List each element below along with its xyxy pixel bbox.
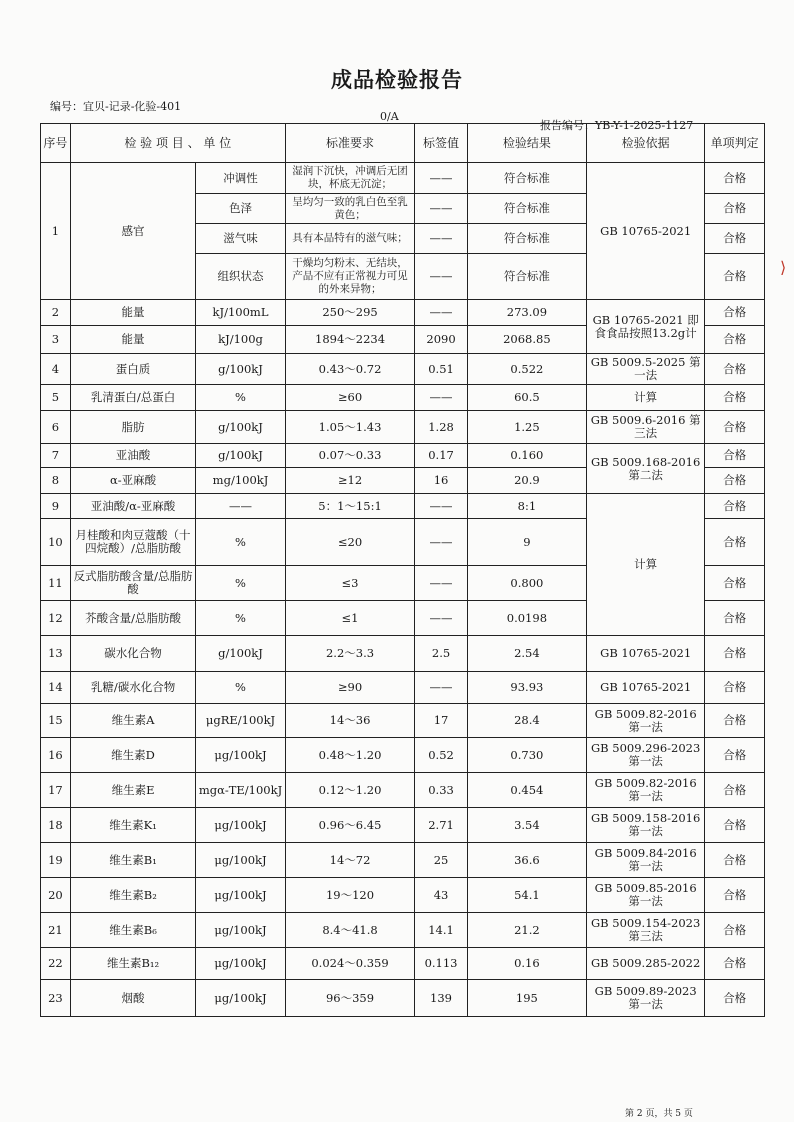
verdict: 合格 xyxy=(705,444,765,468)
unit: g/100kJ xyxy=(196,444,285,468)
item-name: 能量 xyxy=(70,326,195,354)
unit: μg/100kJ xyxy=(196,980,285,1017)
unit: g/100kJ xyxy=(196,354,285,385)
item-name: α-亚麻酸 xyxy=(70,468,195,494)
basis: GB 5009.285-2022 xyxy=(587,948,705,980)
basis: GB 5009.84-2016 第一法 xyxy=(587,843,705,878)
requirement: 14～36 xyxy=(285,704,415,738)
basis: GB 5009.296-2023 第一法 xyxy=(587,738,705,773)
item-name: 维生素B₂ xyxy=(70,878,195,913)
table-row xyxy=(41,980,765,1017)
basis: GB 10765-2021 xyxy=(587,672,705,704)
row-number: 13 xyxy=(41,636,71,672)
requirement: 8.4～41.8 xyxy=(285,913,415,948)
header-no: 序号 xyxy=(41,124,71,163)
unit: mgα-TE/100kJ xyxy=(196,773,285,808)
result: 0.522 xyxy=(467,354,586,385)
label-value: —— xyxy=(415,224,467,254)
label-value: —— xyxy=(415,672,467,704)
requirement: 0.024～0.359 xyxy=(285,948,415,980)
row-number: 21 xyxy=(41,913,71,948)
verdict: 合格 xyxy=(705,468,765,494)
label-value: 2.5 xyxy=(415,636,467,672)
result: 0.16 xyxy=(467,948,586,980)
basis: GB 5009.154-2023 第三法 xyxy=(587,913,705,948)
label-value: —— xyxy=(415,254,467,300)
item-name: 蛋白质 xyxy=(70,354,195,385)
result: 273.09 xyxy=(467,300,586,326)
verdict: 合格 xyxy=(705,300,765,326)
basis: GB 5009.89-2023 第一法 xyxy=(587,980,705,1017)
table-row xyxy=(41,163,765,194)
item-name: 碳水化合物 xyxy=(70,636,195,672)
result: 28.4 xyxy=(467,704,586,738)
label-value: 1.28 xyxy=(415,411,467,444)
label-value: —— xyxy=(415,163,467,194)
report-title: 成品检验报告 xyxy=(331,68,463,92)
label-value: 25 xyxy=(415,843,467,878)
table-row xyxy=(41,636,765,672)
row-number: 17 xyxy=(41,773,71,808)
table-row xyxy=(41,878,765,913)
unit: μgRE/100kJ xyxy=(196,704,285,738)
row-number: 19 xyxy=(41,843,71,878)
verdict: 合格 xyxy=(705,194,765,224)
record-number: 编号：宜贝-记录-化验-401 xyxy=(50,100,182,113)
result: 符合标准 xyxy=(467,254,586,300)
verdict: 合格 xyxy=(705,566,765,601)
basis: 计算 xyxy=(587,494,705,636)
version-number: 0/A xyxy=(380,110,399,123)
requirement: 干燥均匀粉末、无结块，产品不应有正常视力可见的外来异物； xyxy=(285,254,415,300)
unit: % xyxy=(196,519,285,566)
header-label-value: 标签值 xyxy=(415,124,467,163)
label-value: 0.17 xyxy=(415,444,467,468)
label-value: —— xyxy=(415,194,467,224)
verdict: 合格 xyxy=(705,385,765,411)
item-name: 脂肪 xyxy=(70,411,195,444)
item-name: 反式脂肪酸含量/总脂肪酸 xyxy=(70,566,195,601)
row-number: 11 xyxy=(41,566,71,601)
table-row xyxy=(41,300,765,326)
row-number: 4 xyxy=(41,354,71,385)
row-number: 8 xyxy=(41,468,71,494)
item-name: 维生素D xyxy=(70,738,195,773)
requirement: 1.05～1.43 xyxy=(285,411,415,444)
unit: μg/100kJ xyxy=(196,808,285,843)
item-name: 能量 xyxy=(70,300,195,326)
basis: GB 10765-2021 xyxy=(587,636,705,672)
requirement: 湿润下沉快，冲调后无团块，杯底无沉淀； xyxy=(285,163,415,194)
label-value: —— xyxy=(415,601,467,636)
table-row xyxy=(41,948,765,980)
item-name: 维生素K₁ xyxy=(70,808,195,843)
verdict: 合格 xyxy=(705,519,765,566)
basis: GB 5009.82-2016 第一法 xyxy=(587,773,705,808)
unit: % xyxy=(196,672,285,704)
row-number: 9 xyxy=(41,494,71,519)
row-number: 6 xyxy=(41,411,71,444)
unit: mg/100kJ xyxy=(196,468,285,494)
row-number: 7 xyxy=(41,444,71,468)
verdict: 合格 xyxy=(705,354,765,385)
table-row xyxy=(41,843,765,878)
basis: GB 5009.5-2025 第一法 xyxy=(587,354,705,385)
verdict: 合格 xyxy=(705,738,765,773)
requirement: 14～72 xyxy=(285,843,415,878)
result: 8:1 xyxy=(467,494,586,519)
item-name: 亚油酸/α-亚麻酸 xyxy=(70,494,195,519)
page-footer: 第 2 页，共 5 页 xyxy=(625,1109,693,1119)
table-row xyxy=(41,354,765,385)
label-value: —— xyxy=(415,385,467,411)
label-value: 0.52 xyxy=(415,738,467,773)
row-number: 14 xyxy=(41,672,71,704)
basis: GB 5009.6-2016 第三法 xyxy=(587,411,705,444)
verdict: 合格 xyxy=(705,411,765,444)
row-number: 1 xyxy=(41,163,71,300)
verdict: 合格 xyxy=(705,913,765,948)
verdict: 合格 xyxy=(705,224,765,254)
label-value: —— xyxy=(415,300,467,326)
item-name: 维生素A xyxy=(70,704,195,738)
table-row xyxy=(41,773,765,808)
requirement: 19～120 xyxy=(285,878,415,913)
sub-item: 色泽 xyxy=(196,194,285,224)
row-number: 20 xyxy=(41,878,71,913)
verdict: 合格 xyxy=(705,672,765,704)
row-number: 2 xyxy=(41,300,71,326)
item-name: 维生素B₆ xyxy=(70,913,195,948)
result: 21.2 xyxy=(467,913,586,948)
verdict: 合格 xyxy=(705,636,765,672)
row-number: 15 xyxy=(41,704,71,738)
row-number: 16 xyxy=(41,738,71,773)
result: 符合标准 xyxy=(467,194,586,224)
result: 0.730 xyxy=(467,738,586,773)
verdict: 合格 xyxy=(705,163,765,194)
unit: μg/100kJ xyxy=(196,878,285,913)
report-number: 报告编号：YB-Y-1-2025-1127 xyxy=(540,119,694,132)
result: 0.160 xyxy=(467,444,586,468)
requirement: 0.43～0.72 xyxy=(285,354,415,385)
result: 36.6 xyxy=(467,843,586,878)
unit: % xyxy=(196,601,285,636)
unit: μg/100kJ xyxy=(196,913,285,948)
header-requirement: 标准要求 xyxy=(285,124,415,163)
unit: % xyxy=(196,566,285,601)
result: 符合标准 xyxy=(467,163,586,194)
label-value: 43 xyxy=(415,878,467,913)
inspection-table xyxy=(40,123,765,1017)
item-name: 乳清蛋白/总蛋白 xyxy=(70,385,195,411)
result: 0.0198 xyxy=(467,601,586,636)
verdict: 合格 xyxy=(705,878,765,913)
label-value: 17 xyxy=(415,704,467,738)
verdict: 合格 xyxy=(705,704,765,738)
requirement: 2.2～3.3 xyxy=(285,636,415,672)
label-value: 0.33 xyxy=(415,773,467,808)
requirement: ≥12 xyxy=(285,468,415,494)
requirement: ≤1 xyxy=(285,601,415,636)
table-row xyxy=(41,808,765,843)
sub-item: 滋气味 xyxy=(196,224,285,254)
stamp-edge: ⟩ xyxy=(780,258,787,277)
table-row xyxy=(41,444,765,468)
requirement: 0.48～1.20 xyxy=(285,738,415,773)
table-row xyxy=(41,738,765,773)
item-name: 乳糖/碳水化合物 xyxy=(70,672,195,704)
table-row xyxy=(41,411,765,444)
requirement: ≥90 xyxy=(285,672,415,704)
requirement: 0.96～6.45 xyxy=(285,808,415,843)
item-name: 维生素B₁ xyxy=(70,843,195,878)
result: 60.5 xyxy=(467,385,586,411)
item-name: 亚油酸 xyxy=(70,444,195,468)
unit: % xyxy=(196,385,285,411)
result: 0.800 xyxy=(467,566,586,601)
unit: kJ/100g xyxy=(196,326,285,354)
row-number: 5 xyxy=(41,385,71,411)
unit: —— xyxy=(196,494,285,519)
item-name: 月桂酸和肉豆蔻酸（十四烷酸）/总脂肪酸 xyxy=(70,519,195,566)
sub-item: 冲调性 xyxy=(196,163,285,194)
item-name: 维生素B₁₂ xyxy=(70,948,195,980)
verdict: 合格 xyxy=(705,808,765,843)
label-value: 16 xyxy=(415,468,467,494)
requirement: ≥60 xyxy=(285,385,415,411)
sub-item: 组织状态 xyxy=(196,254,285,300)
requirement: 呈均匀一致的乳白色至乳黄色； xyxy=(285,194,415,224)
verdict: 合格 xyxy=(705,948,765,980)
label-value: —— xyxy=(415,566,467,601)
result: 0.454 xyxy=(467,773,586,808)
result: 1.25 xyxy=(467,411,586,444)
row-number: 23 xyxy=(41,980,71,1017)
basis: GB 5009.158-2016 第一法 xyxy=(587,808,705,843)
header-result: 检验结果 xyxy=(467,124,586,163)
table-row xyxy=(41,385,765,411)
label-value: 2.71 xyxy=(415,808,467,843)
verdict: 合格 xyxy=(705,980,765,1017)
label-value: —— xyxy=(415,494,467,519)
result: 3.54 xyxy=(467,808,586,843)
label-value: 0.113 xyxy=(415,948,467,980)
requirement: 250～295 xyxy=(285,300,415,326)
unit: g/100kJ xyxy=(196,636,285,672)
basis: GB 5009.85-2016 第一法 xyxy=(587,878,705,913)
row-number: 18 xyxy=(41,808,71,843)
unit: μg/100kJ xyxy=(196,948,285,980)
verdict: 合格 xyxy=(705,773,765,808)
result: 2.54 xyxy=(467,636,586,672)
verdict: 合格 xyxy=(705,601,765,636)
header-item: 检 验 项 目 、 单 位 xyxy=(70,124,285,163)
row-number: 22 xyxy=(41,948,71,980)
label-value: 14.1 xyxy=(415,913,467,948)
result: 93.93 xyxy=(467,672,586,704)
unit: g/100kJ xyxy=(196,411,285,444)
requirement: ≤3 xyxy=(285,566,415,601)
basis: GB 10765-2021 xyxy=(587,163,705,300)
requirement: ≤20 xyxy=(285,519,415,566)
unit: kJ/100mL xyxy=(196,300,285,326)
result: 2068.85 xyxy=(467,326,586,354)
header-verdict: 单项判定 xyxy=(705,124,765,163)
item-name: 感官 xyxy=(70,163,195,300)
row-number: 10 xyxy=(41,519,71,566)
label-value: 0.51 xyxy=(415,354,467,385)
requirement: 0.07～0.33 xyxy=(285,444,415,468)
verdict: 合格 xyxy=(705,843,765,878)
unit: μg/100kJ xyxy=(196,738,285,773)
requirement: 5：1～15:1 xyxy=(285,494,415,519)
result: 符合标准 xyxy=(467,224,586,254)
table-row xyxy=(41,494,765,519)
label-value: —— xyxy=(415,519,467,566)
table-row xyxy=(41,913,765,948)
result: 195 xyxy=(467,980,586,1017)
verdict: 合格 xyxy=(705,254,765,300)
requirement: 具有本品特有的滋气味； xyxy=(285,224,415,254)
requirement: 1894～2234 xyxy=(285,326,415,354)
item-name: 维生素E xyxy=(70,773,195,808)
result: 54.1 xyxy=(467,878,586,913)
header-basis: 检验依据 xyxy=(587,124,705,163)
table-header-row xyxy=(41,124,765,163)
verdict: 合格 xyxy=(705,494,765,519)
basis: 计算 xyxy=(587,385,705,411)
verdict: 合格 xyxy=(705,326,765,354)
row-number: 3 xyxy=(41,326,71,354)
label-value: 139 xyxy=(415,980,467,1017)
result: 20.9 xyxy=(467,468,586,494)
item-name: 烟酸 xyxy=(70,980,195,1017)
row-number: 12 xyxy=(41,601,71,636)
basis: GB 10765-2021 即食食品按照13.2g计 xyxy=(587,300,705,354)
table-row xyxy=(41,672,765,704)
requirement: 96～359 xyxy=(285,980,415,1017)
requirement: 0.12～1.20 xyxy=(285,773,415,808)
basis: GB 5009.168-2016 第二法 xyxy=(587,444,705,494)
item-name: 芥酸含量/总脂肪酸 xyxy=(70,601,195,636)
table-row xyxy=(41,704,765,738)
label-value: 2090 xyxy=(415,326,467,354)
result: 9 xyxy=(467,519,586,566)
unit: μg/100kJ xyxy=(196,843,285,878)
basis: GB 5009.82-2016 第一法 xyxy=(587,704,705,738)
